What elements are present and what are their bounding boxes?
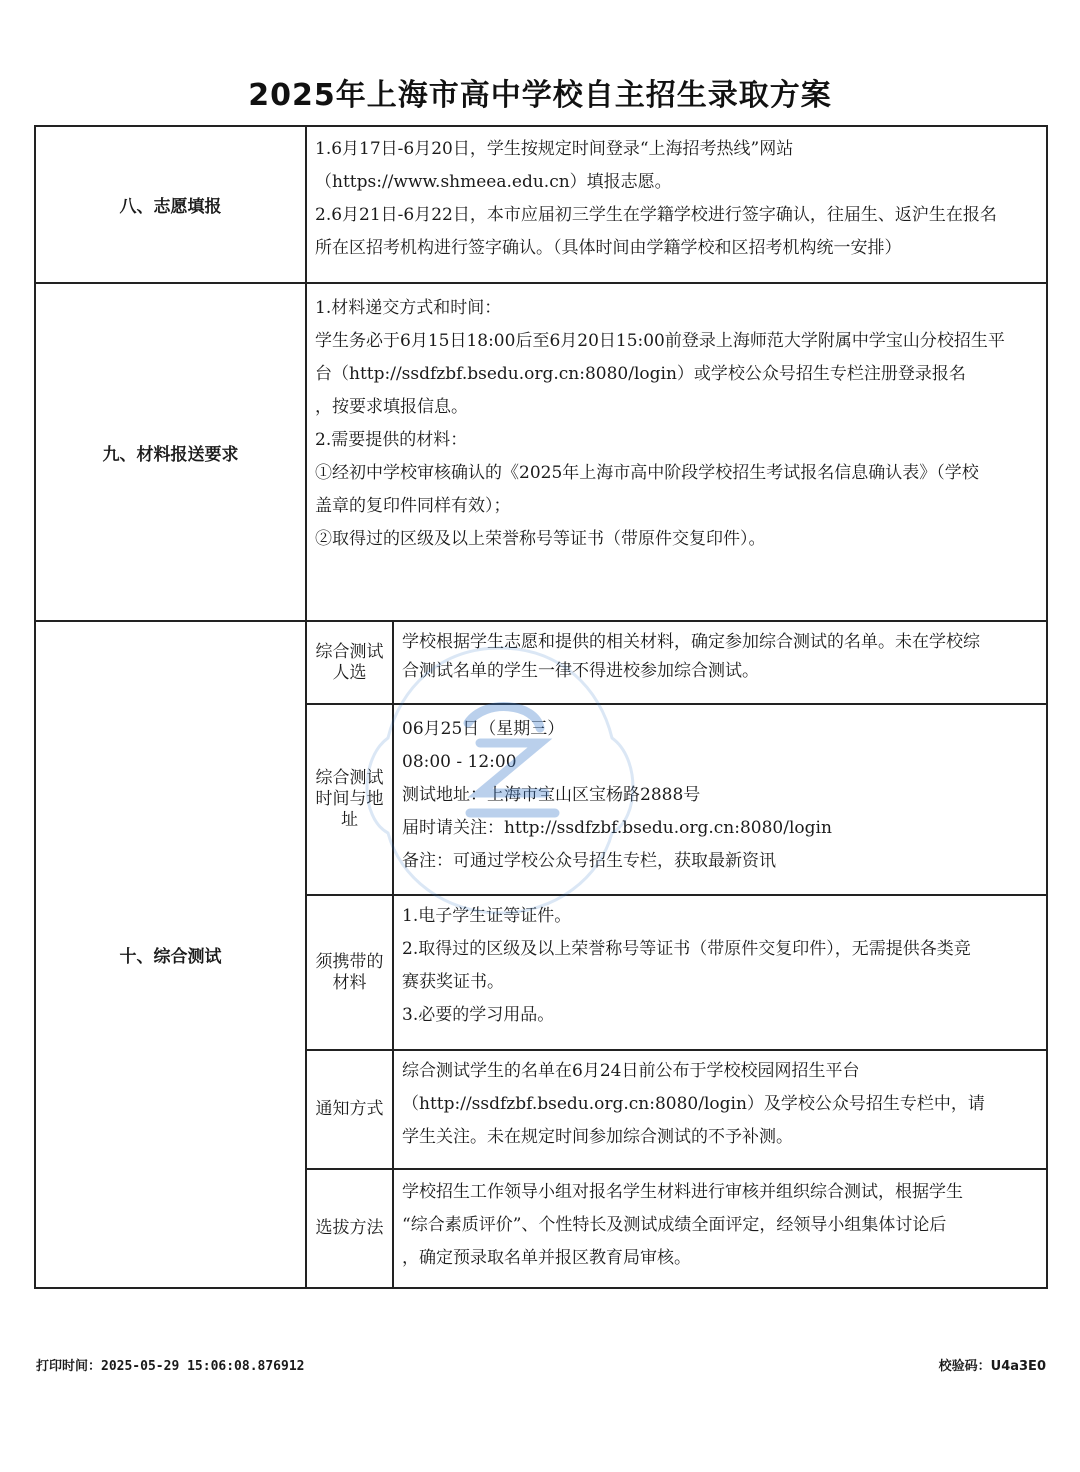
sub-content-line: 赛获奖证书。 — [402, 972, 504, 992]
section-8-line: 1.6月17日-6月20日，学生按规定时间登录“上海招考热线”网站 — [315, 139, 794, 159]
sub-label-time-place — [306, 704, 393, 895]
sub-content-selection — [393, 621, 1047, 704]
sub-content-line: 06月25日（星期三） — [402, 719, 565, 739]
sub-content-line: 学校根据学生志愿和提供的相关材料，确定参加综合测试的名单。未在学校综 — [402, 632, 980, 652]
sub-content-line: 08:00 - 12:00 — [402, 752, 517, 772]
sub-content-line: 备注：可通过学校公众号招生专栏，获取最新资讯 — [402, 851, 776, 871]
sub-content-line: 合测试名单的学生一律不得进校参加综合测试。 — [402, 661, 759, 681]
sub-content-line[interactable]: （http://ssdfzbf.bsedu.org.cn:8080/login）及学校公众号招生专栏中，请 — [402, 1094, 985, 1114]
document-title: 2025年上海市高中学校自主招生录取方案 — [248, 78, 832, 113]
sub-content-line: 2.取得过的区级及以上荣誉称号等证书（带原件交复印件），无需提供各类竞 — [402, 939, 971, 959]
sub-content-line: ，确定预录取名单并报区教育局审核。 — [402, 1248, 691, 1268]
sub-content-line: 1.电子学生证等证件。 — [402, 906, 572, 926]
sub-label-line: 时间与地 — [315, 789, 384, 809]
sub-label-line: 须携带的 — [315, 951, 384, 972]
sub-content-notice — [393, 1050, 1047, 1169]
section-8-line[interactable]: （https://www.shmeea.edu.cn）填报志愿。 — [315, 172, 672, 192]
section-9-line: ①经初中学校审核确认的《2025年上海市高中阶段学校招生考试报名信息确认表》（学校 — [315, 463, 979, 483]
sub-label-method — [306, 1169, 393, 1288]
sub-label-line: 材料 — [332, 972, 367, 993]
sub-label-line: 通知方式 — [315, 1099, 384, 1119]
sub-content-line: 学生关注。未在规定时间参加综合测试的不予补测。 — [402, 1127, 793, 1147]
sub-content-line: 学校招生工作领导小组对报名学生材料进行审核并组织综合测试，根据学生 — [402, 1182, 963, 1202]
section-9-line: 学生务必于6月15日18:00后至6月20日15:00前登录上海师范大学附属中学宝山分校招生平 — [315, 331, 1005, 351]
sub-label-line: 综合测试 — [315, 768, 384, 788]
section-9-line: 盖章的复印件同样有效）； — [315, 496, 511, 516]
sub-label-line: 选拔方法 — [315, 1218, 384, 1238]
sub-label-materials — [306, 895, 393, 1050]
section-9-line: ，按要求填报信息。 — [315, 397, 468, 417]
check-code: 校验码：U4a3E0 — [938, 1359, 1046, 1374]
section-9-row — [35, 283, 1047, 621]
section-8-content — [306, 126, 1047, 283]
section-8-heading: 八、志愿填报 — [35, 126, 306, 283]
sub-label-notice — [306, 1050, 393, 1169]
admission-table — [34, 125, 1048, 1289]
section-9-line[interactable]: 台（http://ssdfzbf.bsedu.org.cn:8080/login）或学校公众号招生专栏注册登录报名 — [315, 364, 966, 384]
print-time: 打印时间：2025-05-29 15:06:08.876912 — [36, 1359, 305, 1374]
section-10-row-selection — [35, 621, 1047, 704]
sub-content-line: “综合素质评价”、个性特长及测试成绩全面评定，经领导小组集体讨论后 — [402, 1215, 947, 1235]
sub-label-line: 人选 — [332, 662, 367, 683]
sub-label-selection — [306, 621, 393, 704]
sub-label-line: 综合测试 — [315, 641, 384, 662]
section-9-line: ②取得过的区级及以上荣誉称号等证书（带原件交复印件）。 — [315, 529, 766, 549]
section-9-content — [306, 283, 1047, 621]
section-9-line: 1.材料递交方式和时间： — [315, 298, 502, 318]
sub-content-line: 3.必要的学习用品。 — [402, 1005, 555, 1025]
section-9-heading: 九、材料报送要求 — [35, 283, 306, 621]
sub-content-line: 综合测试学生的名单在6月24日前公布于学校校园网招生平台 — [402, 1061, 860, 1081]
section-8-row — [35, 126, 1047, 283]
section-10-heading: 十、综合测试 — [35, 621, 306, 1288]
sub-content-line[interactable]: 届时请关注：http://ssdfzbf.bsedu.org.cn:8080/login — [402, 818, 832, 838]
section-8-line: 2.6月21日-6月22日，本市应届初三学生在学籍学校进行签字确认，往届生、返沪生在报名 — [315, 205, 997, 225]
sub-content-line: 测试地址：上海市宝山区宝杨路2888号 — [402, 785, 701, 805]
section-9-line: 2.需要提供的材料： — [315, 430, 468, 450]
sub-label-line: 址 — [341, 810, 358, 830]
section-8-line: 所在区招考机构进行签字确认。（具体时间由学籍学校和区招考机构统一安排） — [315, 238, 902, 258]
sub-content-method — [393, 1169, 1047, 1288]
sub-content-materials — [393, 895, 1047, 1050]
sub-content-time-place — [393, 704, 1047, 895]
